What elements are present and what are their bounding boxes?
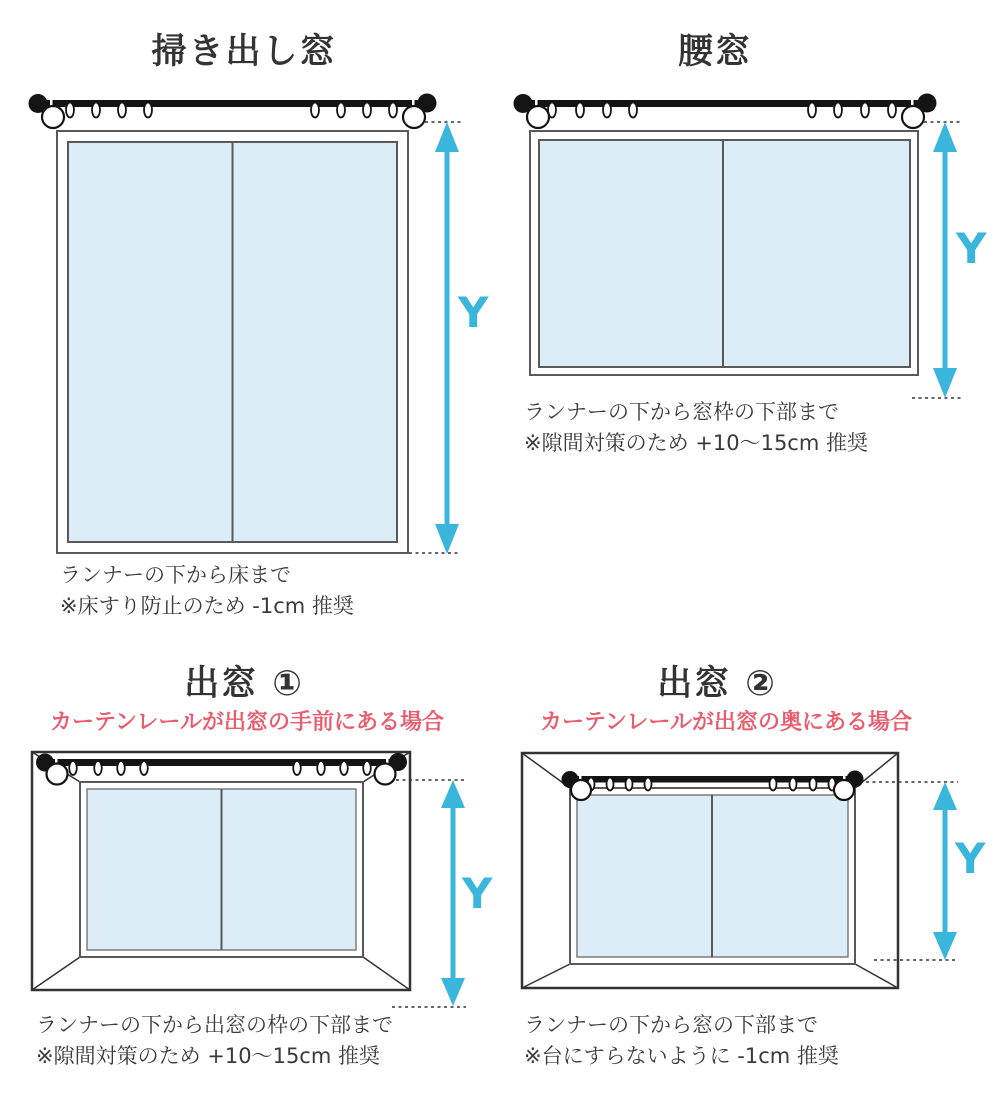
hakidashi-caption — [60, 560, 354, 622]
rail-ring-icon — [118, 103, 126, 118]
caption-line: ランナーの下から床まで — [60, 563, 291, 587]
rail-ring-icon — [810, 778, 817, 791]
rail-ring-icon — [311, 103, 319, 118]
rail-runner-right-icon — [375, 764, 396, 785]
caption-line: ※床すり防止のため -1cm 推奨 — [60, 594, 354, 618]
rail-bar — [45, 100, 418, 107]
koshi-caption — [524, 397, 868, 459]
rail-ring-icon — [645, 778, 652, 791]
window-glass — [539, 140, 910, 367]
rail-ring-icon — [888, 103, 896, 118]
rail-ring-icon — [293, 761, 301, 775]
window-frame — [57, 131, 408, 553]
demado1-caption — [36, 1010, 393, 1072]
rail-runner-left-icon — [47, 764, 68, 785]
rail-ring-icon — [66, 103, 74, 118]
rail-ring-icon — [340, 761, 348, 775]
rail-ring-icon — [790, 778, 797, 791]
panel-demado2-title: 出窓 ② — [657, 664, 777, 704]
rail-runner-right-icon — [902, 106, 924, 128]
measure-y — [912, 122, 987, 398]
rail-ring-icon — [144, 103, 152, 118]
rail-ring-icon — [603, 103, 611, 118]
arrow-up-icon — [933, 122, 957, 152]
rail-runner-left-icon — [571, 780, 591, 800]
rail-ring-icon — [317, 761, 325, 775]
rail-ring-icon — [834, 103, 842, 118]
caption-line: ランナーの下から出窓の枠の下部まで — [36, 1013, 393, 1037]
rail-runner-right-icon — [403, 106, 425, 128]
y-measure-label: Y — [462, 869, 493, 918]
rail-ring-icon — [389, 103, 397, 118]
rail-runner-left-icon — [42, 106, 64, 128]
panel-demado2-subtitle: カーテンレールが出窓の奥にある場合 — [540, 710, 912, 735]
measure-y — [409, 122, 489, 554]
arrow-down-icon — [933, 368, 957, 398]
rail-ring-icon — [69, 761, 77, 775]
rail-ring-icon — [92, 103, 100, 118]
rail-ring-icon — [140, 761, 148, 775]
caption-line: ※台にすらないように -1cm 推奨 — [524, 1044, 839, 1068]
arrow-down-icon — [435, 524, 459, 554]
panel-koshi-title: 腰窓 — [677, 32, 752, 72]
y-measure-label: Y — [458, 288, 489, 337]
rail-ring-icon — [363, 103, 371, 118]
window-frame — [530, 131, 918, 375]
rail-runner-left-icon — [527, 106, 549, 128]
arrow-up-icon — [441, 780, 465, 808]
panel-hakidashi-title: 掃き出し窓 — [151, 32, 337, 72]
y-measure-label: Y — [956, 224, 987, 273]
panel-demado1-subtitle: カーテンレールが出窓の手前にある場合 — [50, 710, 444, 735]
rail-ring-icon — [576, 103, 584, 118]
y-measure-label: Y — [955, 834, 986, 883]
rail-ring-icon — [337, 103, 345, 118]
hakidashi-window-diagram — [0, 0, 500, 640]
demado2-caption — [524, 1010, 839, 1072]
caption-line: ランナーの下から窓枠の下部まで — [524, 400, 839, 424]
arrow-up-icon — [435, 122, 459, 152]
panel-demado1-title: 出窓 ① — [184, 664, 304, 704]
rail-runner-right-icon — [834, 780, 854, 800]
koshi-window-diagram — [500, 0, 1000, 640]
caption-line: ランナーの下から窓の下部まで — [524, 1013, 818, 1037]
rail-ring-icon — [94, 761, 102, 775]
arrow-down-icon — [441, 978, 465, 1006]
caption-line: ※隙間対策のため +10〜15cm 推奨 — [36, 1044, 380, 1068]
rail-ring-icon — [626, 778, 633, 791]
bay-window — [32, 752, 410, 990]
arrow-down-icon — [933, 932, 957, 960]
rail-ring-icon — [117, 761, 125, 775]
caption-line: ※隙間対策のため +10〜15cm 推奨 — [524, 431, 868, 455]
rail-ring-icon — [363, 761, 371, 775]
curtain-rail — [29, 94, 437, 129]
rail-ring-icon — [770, 778, 777, 791]
arrow-up-icon — [933, 782, 957, 810]
rail-ring-icon — [861, 103, 869, 118]
rail-ring-icon — [607, 778, 614, 791]
curtain-rail — [514, 94, 937, 129]
rail-ring-icon — [808, 103, 816, 118]
rail-ring-icon — [629, 103, 637, 118]
